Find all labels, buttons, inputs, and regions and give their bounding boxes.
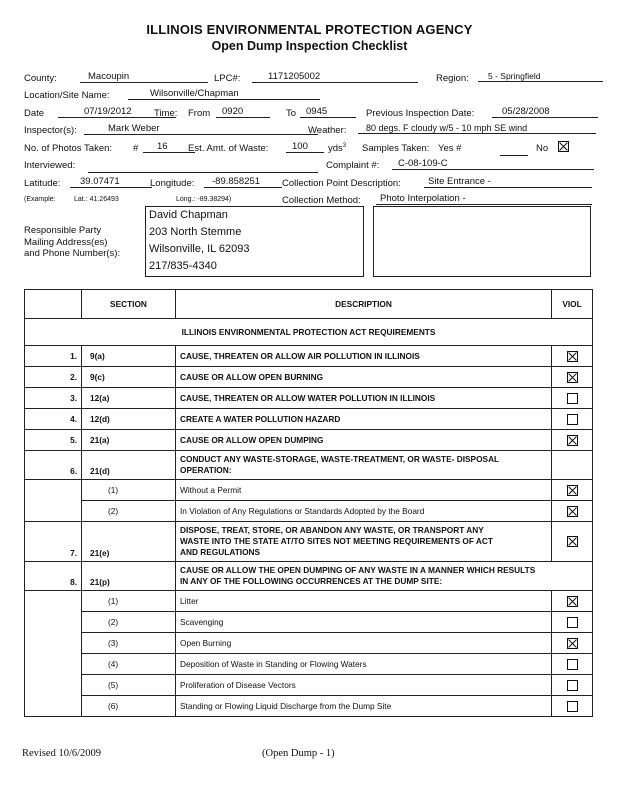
latitude-field[interactable]: 39.07471 bbox=[70, 176, 152, 188]
header-section: SECTION bbox=[82, 290, 176, 319]
rp-name: David Chapman bbox=[149, 209, 228, 221]
complaint-field[interactable]: C-08-109-C bbox=[392, 158, 594, 170]
row-section: 12(a) bbox=[82, 388, 176, 409]
viol-checkbox[interactable] bbox=[567, 351, 578, 362]
location-field[interactable]: Wilsonville/Chapman bbox=[128, 88, 320, 100]
viol-checkbox[interactable] bbox=[567, 435, 578, 446]
viol-checkbox[interactable] bbox=[567, 393, 578, 404]
table-row bbox=[25, 388, 593, 409]
row-subsection: (1) bbox=[82, 591, 176, 612]
table-row bbox=[25, 367, 593, 388]
table-row bbox=[25, 451, 593, 480]
table-row bbox=[25, 409, 593, 430]
collection-method-label: Collection Method: bbox=[282, 195, 361, 206]
row-subsection: (6) bbox=[82, 696, 176, 717]
row-number: 8. bbox=[25, 562, 82, 591]
revised-date: Revised 10/6/2009 bbox=[22, 748, 102, 759]
row-number: 6. bbox=[25, 451, 82, 480]
lpc-field[interactable]: 1171205002 bbox=[252, 71, 418, 83]
viol-checkbox[interactable] bbox=[567, 372, 578, 383]
samples-label: Samples Taken: bbox=[362, 143, 430, 154]
viol-checkbox[interactable] bbox=[567, 617, 578, 628]
row-description: CAUSE, THREATEN OR ALLOW WATER POLLUTION IN ILLINOIS bbox=[176, 388, 552, 409]
photos-hash: # bbox=[133, 143, 139, 154]
waste-field[interactable]: 100 bbox=[286, 141, 324, 153]
from-label: From bbox=[188, 108, 211, 119]
row-description: In Violation of Any Regulations or Standards Adopted by the Board bbox=[176, 501, 552, 522]
agency-title: ILLINOIS ENVIRONMENTAL PROTECTION AGENCY bbox=[146, 22, 473, 37]
to-label: To bbox=[286, 108, 297, 119]
region-label: Region: bbox=[436, 73, 469, 84]
table-row bbox=[25, 696, 593, 717]
row-section: 9(a) bbox=[82, 346, 176, 367]
county-field[interactable]: Macoupin bbox=[80, 71, 208, 83]
prev-inspection-label: Previous Inspection Date: bbox=[366, 108, 475, 119]
act-heading: ILLINOIS ENVIRONMENTAL PROTECTION ACT REQUIREMENTS bbox=[25, 319, 593, 346]
viol-checkbox[interactable] bbox=[567, 680, 578, 691]
table-row bbox=[25, 480, 593, 501]
viol-checkbox[interactable] bbox=[567, 659, 578, 670]
complaint-label: Complaint #: bbox=[326, 160, 380, 171]
row-subsection: (1) bbox=[82, 480, 176, 501]
samples-no-checkbox[interactable] bbox=[558, 141, 569, 152]
row-number: 7. bbox=[25, 522, 82, 562]
viol-checkbox[interactable] bbox=[567, 701, 578, 712]
inspectors-field[interactable]: Mark Weber bbox=[84, 123, 318, 135]
table-row bbox=[25, 430, 593, 451]
row-subsection: (2) bbox=[82, 501, 176, 522]
row-description: CAUSE OR ALLOW OPEN DUMPING bbox=[176, 430, 552, 451]
table-row bbox=[25, 654, 593, 675]
row-description: Without a Permit bbox=[176, 480, 552, 501]
samples-yes-field[interactable] bbox=[500, 155, 528, 156]
latitude-label: Latitude: bbox=[24, 178, 61, 189]
table-row bbox=[25, 591, 593, 612]
row-section: 12(d) bbox=[82, 409, 176, 430]
photos-field[interactable]: 16 bbox=[143, 141, 195, 153]
row-subsection: (3) bbox=[82, 633, 176, 654]
table-row bbox=[25, 522, 593, 562]
second-party-box[interactable] bbox=[373, 206, 591, 277]
viol-checkbox[interactable] bbox=[567, 414, 578, 425]
viol-checkbox[interactable] bbox=[567, 638, 578, 649]
row-subsection: (5) bbox=[82, 675, 176, 696]
time-to-field[interactable]: 0945 bbox=[300, 106, 356, 118]
row-subsection: (2) bbox=[82, 612, 176, 633]
inspectors-label: Inspector(s): bbox=[24, 125, 77, 136]
act-heading-row bbox=[25, 319, 593, 346]
rp-phone: 217/835-4340 bbox=[149, 260, 217, 272]
row-description: Proliferation of Disease Vectors bbox=[176, 675, 552, 696]
row-description: CREATE A WATER POLLUTION HAZARD bbox=[176, 409, 552, 430]
example-label: (Example: bbox=[24, 196, 56, 203]
row-section: 21(p) bbox=[82, 562, 176, 591]
longitude-field[interactable]: -89.858251 bbox=[204, 176, 282, 188]
header-blank bbox=[25, 290, 82, 319]
row-section: 21(a) bbox=[82, 430, 176, 451]
row-description: DISPOSE, TREAT, STORE, OR ABANDON ANY WASTE, OR TRANSPORT ANY WASTE INTO THE STATE AT/TO SITES NOT MEETING REQUIREMENTS OF ACT AND REGULATIONS bbox=[176, 522, 552, 562]
row-description: CAUSE, THREATEN OR ALLOW AIR POLLUTION IN ILLINOIS bbox=[176, 346, 552, 367]
prev-inspection-field[interactable]: 05/28/2008 bbox=[492, 106, 598, 118]
row-description: Deposition of Waste in Standing or Flowing Waters bbox=[176, 654, 552, 675]
row-description: CONDUCT ANY WASTE-STORAGE, WASTE-TREATMENT, OR WASTE- DISPOSAL OPERATION: bbox=[176, 451, 552, 480]
row-section: 21(e) bbox=[82, 522, 176, 562]
table-row bbox=[25, 633, 593, 654]
row-number: 1. bbox=[25, 346, 82, 367]
example-long: Long.: -89.38294) bbox=[176, 196, 232, 203]
rp-street: 203 North Stemme bbox=[149, 226, 242, 238]
row-description: Scavenging bbox=[176, 612, 552, 633]
viol-checkbox[interactable] bbox=[567, 506, 578, 517]
example-lat: Lat.: 41.26493 bbox=[74, 196, 119, 203]
header-viol: VIOL bbox=[552, 290, 593, 319]
table-row bbox=[25, 501, 593, 522]
viol-checkbox[interactable] bbox=[567, 536, 578, 547]
date-field[interactable]: 07/19/2012 bbox=[58, 106, 176, 118]
rp-city: Wilsonville, IL 62093 bbox=[149, 243, 250, 255]
region-field[interactable]: 5 - Springfield bbox=[478, 71, 603, 82]
collection-method-field[interactable]: Photo Interpolation - bbox=[376, 193, 592, 205]
row-number: 5. bbox=[25, 430, 82, 451]
interviewed-label: Interviewed: bbox=[24, 160, 76, 171]
location-label: Location/Site Name: bbox=[24, 90, 110, 101]
row-description: Open Burning bbox=[176, 633, 552, 654]
row-section: 9(c) bbox=[82, 367, 176, 388]
viol-checkbox[interactable] bbox=[567, 596, 578, 607]
county-label: County: bbox=[24, 73, 57, 84]
table-row bbox=[25, 346, 593, 367]
longitude-label: Longitude: bbox=[150, 178, 195, 189]
row-description: Standing or Flowing Liquid Discharge from the Dump Site bbox=[176, 696, 552, 717]
responsible-party-label: Responsible Party Mailing Address(es) and Phone Number(s): bbox=[24, 225, 121, 259]
lpc-label: LPC#: bbox=[214, 73, 241, 84]
row-description: Litter bbox=[176, 591, 552, 612]
samples-yes-label: Yes # bbox=[438, 143, 462, 154]
table-header-row bbox=[25, 290, 593, 319]
viol-checkbox[interactable] bbox=[567, 485, 578, 496]
row-subsection: (4) bbox=[82, 654, 176, 675]
waste-unit: yds$^3$ bbox=[328, 143, 347, 155]
row-number: 3. bbox=[25, 388, 82, 409]
table-row bbox=[25, 612, 593, 633]
row-description: CAUSE OR ALLOW OPEN BURNING bbox=[176, 367, 552, 388]
collection-point-field[interactable]: Site Entrance - bbox=[424, 176, 592, 188]
photos-label: No. of Photos Taken: bbox=[24, 143, 113, 154]
date-label: Date bbox=[24, 108, 45, 119]
row-number: 2. bbox=[25, 367, 82, 388]
time-label: Time: bbox=[154, 108, 178, 119]
row-description: CAUSE OR ALLOW THE OPEN DUMPING OF ANY WASTE IN A MANNER WHICH RESULTS IN ANY OF THE FOLLOWING OCCURRENCES AT THE DUMP SITE: bbox=[176, 562, 593, 591]
requirements-table bbox=[24, 289, 593, 717]
weather-field[interactable]: 80 degs. F cloudy w/5 - 10 mph SE wind bbox=[358, 123, 596, 134]
waste-label: Est. Amt. of Waste: bbox=[188, 143, 269, 154]
collection-point-label: Collection Point Description: bbox=[282, 178, 401, 189]
page-label: (Open Dump - 1) bbox=[262, 748, 335, 759]
table-row bbox=[25, 562, 593, 591]
weather-label: Weather: bbox=[308, 125, 347, 136]
time-from-field[interactable]: 0920 bbox=[216, 106, 270, 118]
header-description: DESCRIPTION bbox=[176, 290, 552, 319]
row-section: 21(d) bbox=[82, 451, 176, 480]
interviewed-field[interactable] bbox=[88, 172, 318, 173]
row-number: 4. bbox=[25, 409, 82, 430]
table-row bbox=[25, 675, 593, 696]
samples-no-label: No bbox=[536, 143, 549, 154]
form-title: Open Dump Inspection Checklist bbox=[211, 39, 408, 53]
